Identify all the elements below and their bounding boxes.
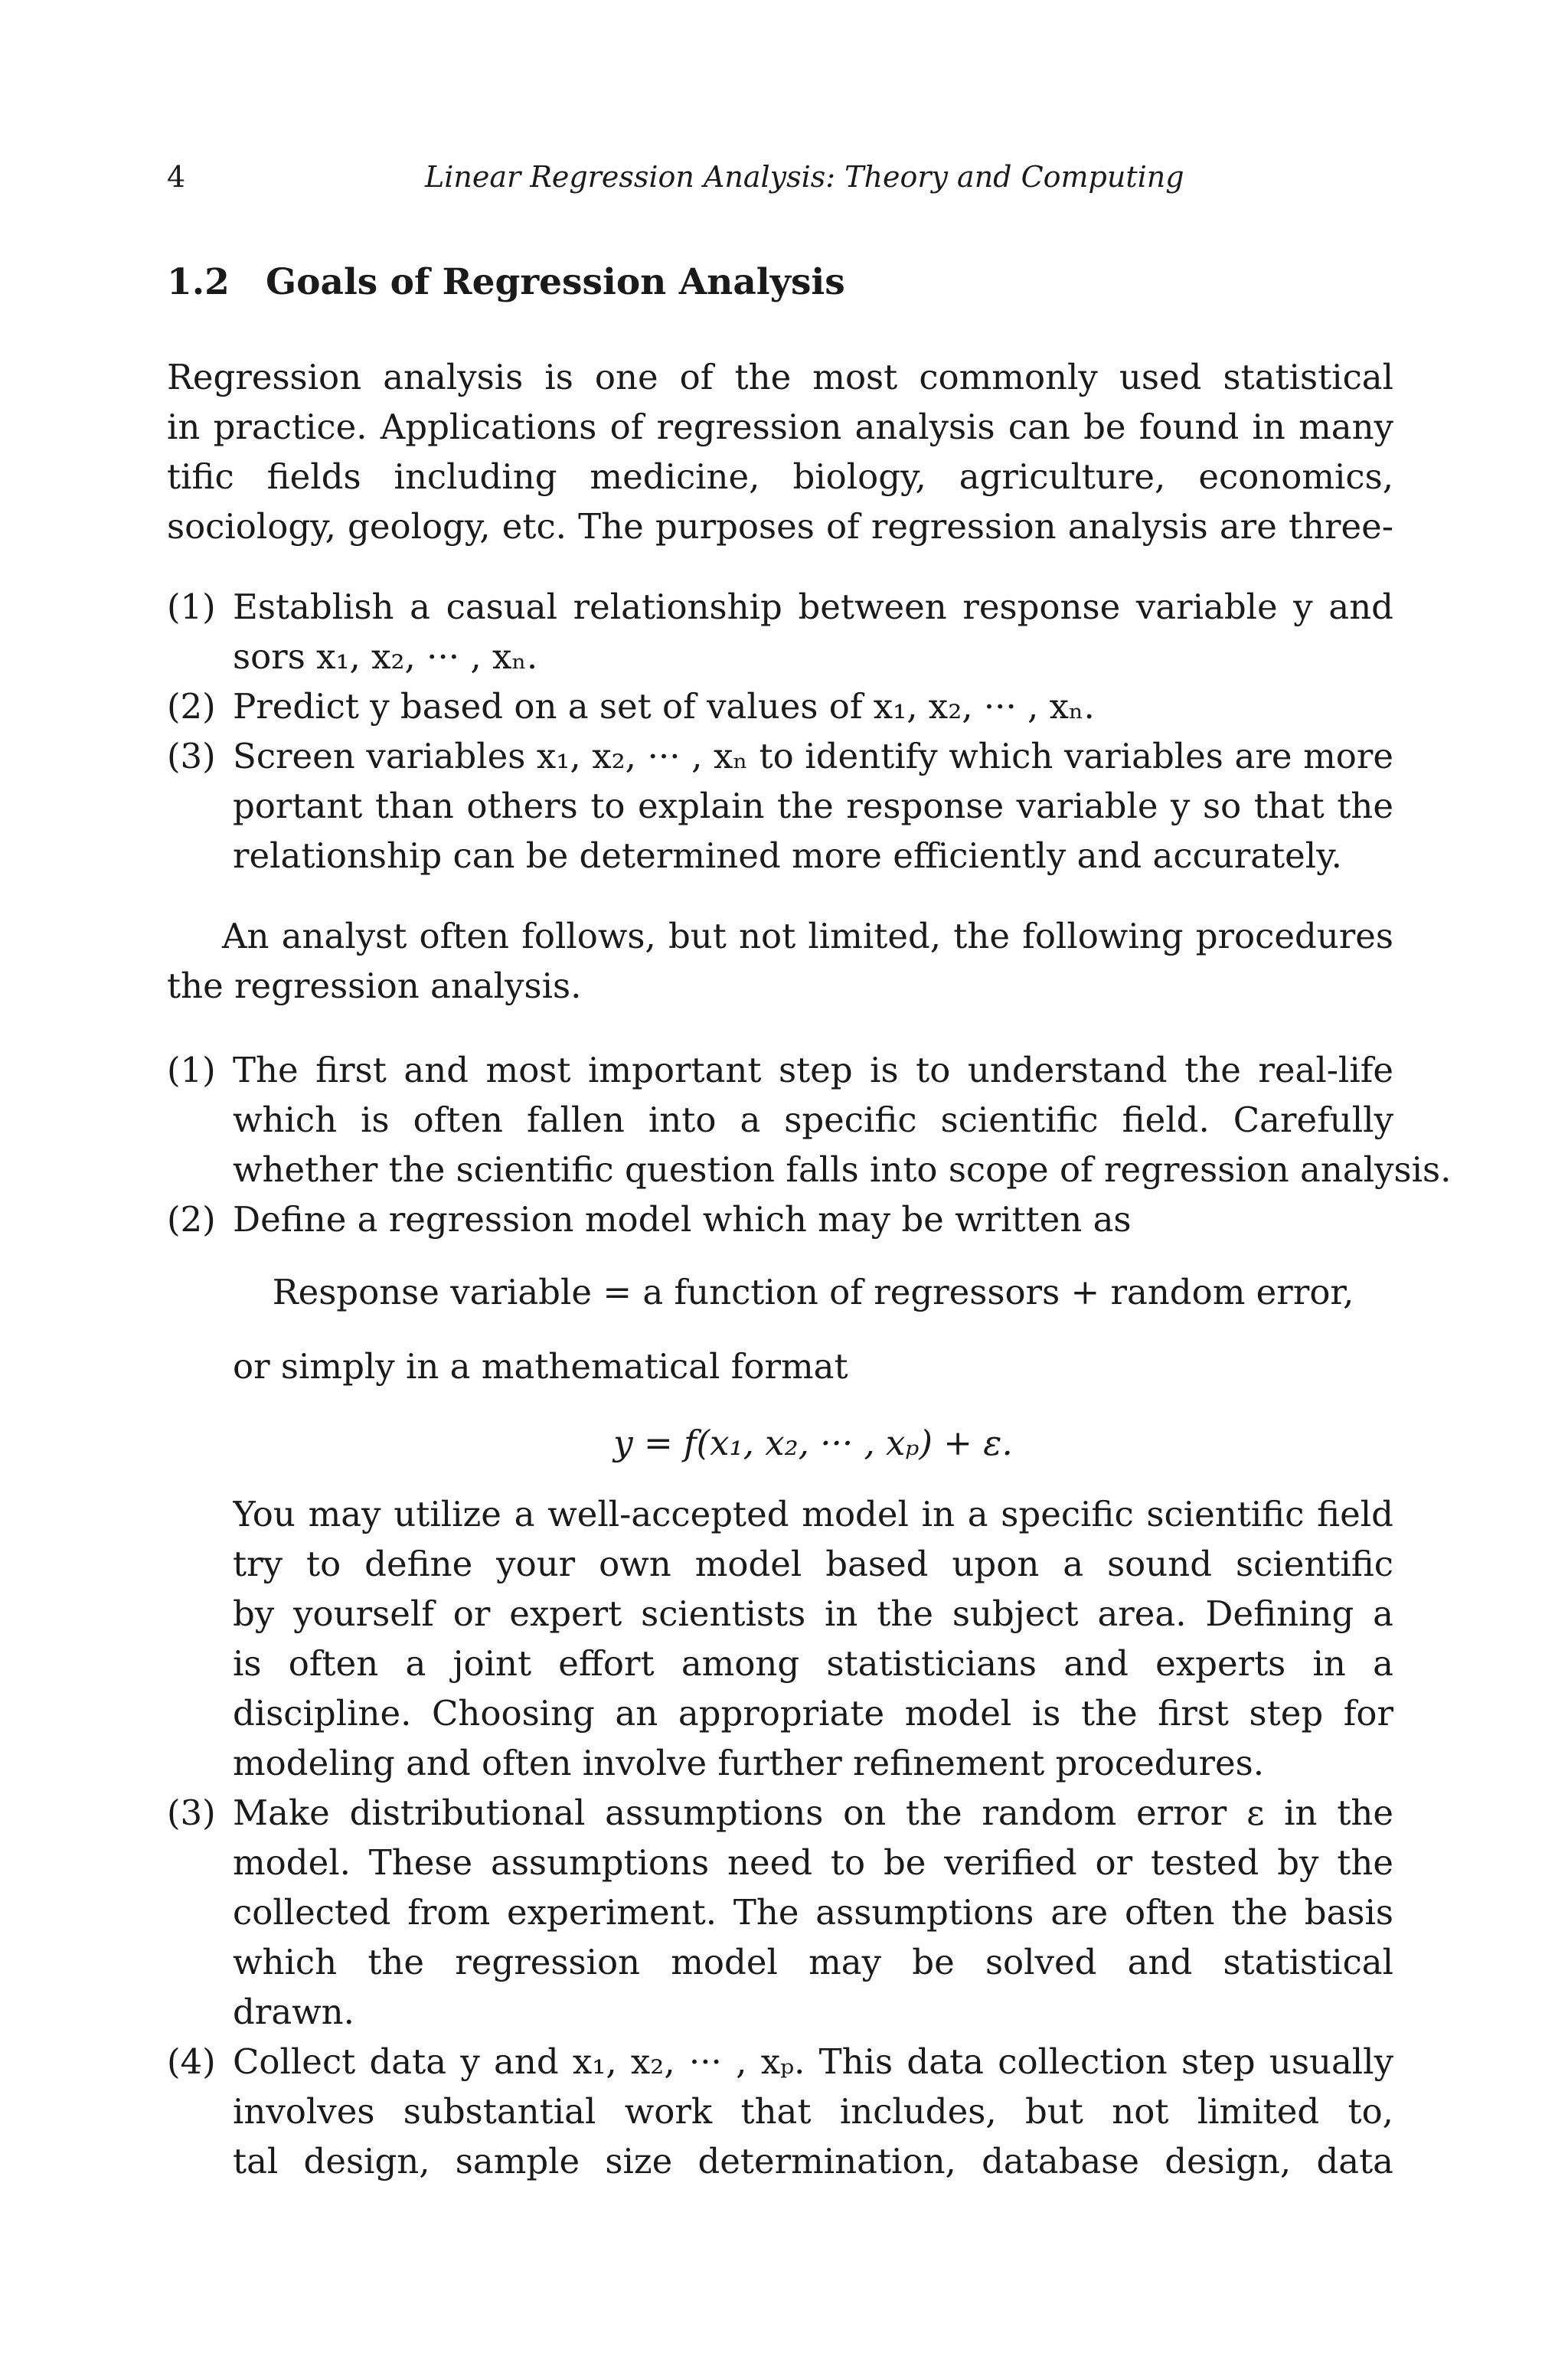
list-item-line: whether the scientific question falls into scope of regression analysis. — [233, 1149, 1452, 1190]
paragraph-line: the regression analysis. — [167, 966, 582, 1006]
model-display-equation: Response variable = a function of regressors + random error, — [272, 1272, 1354, 1312]
list-item — [233, 1194, 1393, 1244]
model-paragraph — [233, 1489, 1393, 1788]
list-item-line: Establish a casual relationship between response variable y and — [233, 587, 1393, 627]
paragraph-line: by yourself or expert scientists in the subject area. Defining a — [233, 1593, 1393, 1634]
section-title: Goals of Regression Analysis — [266, 261, 845, 303]
list-item — [233, 681, 1393, 731]
page-number: 4 — [167, 160, 186, 194]
list-item-line: Screen variables x₁, x₂, ··· , xₙ to identify which variables are more — [233, 736, 1393, 776]
list-item-line: Make distributional assumptions on the random error ε in the — [233, 1792, 1393, 1833]
intro-line: sociology, geology, etc. The purposes of regression analysis are three- — [167, 506, 1393, 547]
list-item — [233, 731, 1393, 881]
list-item-line: Collect data y and x₁, x₂, ··· , xₚ. This data collection step usually — [233, 2041, 1393, 2082]
list-label: (2) — [167, 686, 216, 727]
list-item-line: sors x₁, x₂, ··· , xₙ. — [233, 636, 538, 677]
list-item-line: tal design, sample size determination, database design, data — [233, 2141, 1393, 2181]
paragraph-line: modeling and often involve further refinement procedures. — [233, 1743, 1265, 1783]
list-label: (3) — [167, 736, 216, 776]
list-item-line: which the regression model may be solved and statistical — [233, 1942, 1393, 1982]
intro-line: in practice. Applications of regression analysis can be found in many — [167, 407, 1393, 447]
intro-paragraph — [167, 352, 1393, 551]
paragraph-line: or simply in a mathematical format — [233, 1346, 848, 1387]
list-item-line: portant than others to explain the response variable y so that the — [233, 786, 1393, 826]
paragraph-line: An analyst often follows, but not limited, the following procedures — [222, 916, 1393, 956]
intro-line: Regression analysis is one of the most commonly used statistical — [167, 357, 1393, 397]
list-item-line: collected from experiment. The assumptions are often the basis — [233, 1892, 1393, 1933]
list-item-line: The first and most important step is to understand the real-life — [233, 1050, 1393, 1090]
paragraph-line: discipline. Choosing an appropriate model is the first step for — [233, 1693, 1393, 1734]
list-item-line: Predict y based on a set of values of x₁, x₂, ··· , xₙ. — [233, 686, 1095, 727]
list-item — [233, 1045, 1452, 1194]
list-item — [233, 582, 1393, 681]
list-label: (1) — [167, 1050, 216, 1090]
list-item-line: Define a regression model which may be written as — [233, 1199, 1132, 1240]
list-label: (2) — [167, 1199, 216, 1240]
list-item-line: involves substantial work that includes, but not limited to, — [233, 2091, 1393, 2132]
list-label: (4) — [167, 2041, 216, 2082]
math-display-equation: y = f(x₁, x₂, ··· , xₚ) + ε. — [613, 1423, 1013, 1463]
paragraph-line: You may utilize a well-accepted model in a specific scientific field — [233, 1494, 1393, 1534]
intro-line: tific fields including medicine, biology, agriculture, economics, — [167, 456, 1393, 497]
paragraph-line: is often a joint effort among statisticians and experts in a — [233, 1643, 1393, 1684]
section-number: 1.2 — [167, 261, 230, 303]
list-item-line: relationship can be determined more efficiently and accurately. — [233, 835, 1342, 876]
running-title: Linear Regression Analysis: Theory and Computing — [425, 160, 1184, 194]
list-label: (3) — [167, 1792, 216, 1833]
paragraph-line: try to define your own model based upon a sound scientific — [233, 1544, 1393, 1584]
list-label: (1) — [167, 587, 216, 627]
list-item-line: model. These assumptions need to be verified or tested by the — [233, 1842, 1393, 1883]
math-intro — [233, 1341, 1393, 1391]
list-item — [233, 2037, 1393, 2186]
list-item-line: which is often fallen into a specific scientific field. Carefully — [233, 1100, 1393, 1140]
list-item — [233, 1788, 1393, 2037]
analyst-paragraph — [167, 911, 1393, 1011]
list-item-line: drawn. — [233, 1992, 354, 2032]
